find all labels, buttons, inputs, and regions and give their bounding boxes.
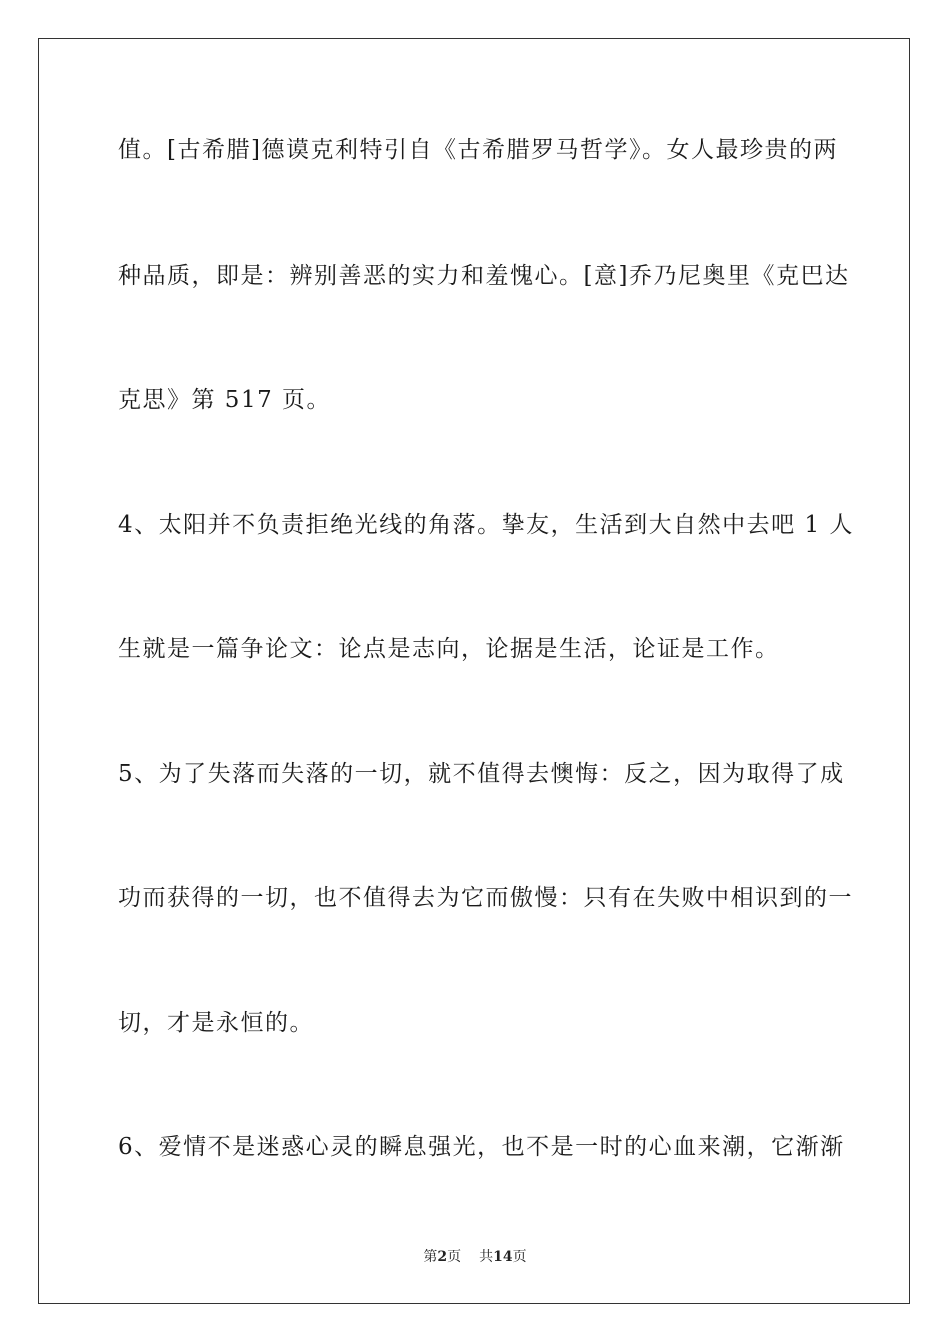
text-line: 值。[古希腊]德谟克利特引自《古希腊罗马哲学》。女人最珍贵的两 [118, 137, 838, 163]
text-line: 6、爱情不是迷惑心灵的瞬息强光，也不是一时的心血来潮，它渐渐 [118, 1134, 845, 1160]
text-line: 种品质，即是：辨别善恶的实力和羞愧心。[意]乔乃尼奥里《克巴达 [118, 263, 850, 289]
text-line: 生就是一篇争论文：论点是志向，论据是生活，论证是工作。 [118, 636, 780, 662]
current-page-number: 2 [437, 1249, 448, 1265]
total-pages-number: 14 [493, 1249, 513, 1265]
text-line: 切，才是永恒的。 [118, 1010, 314, 1036]
page-number-suffix: 页 [447, 1249, 462, 1265]
text-line: 5、为了失落而失落的一切，就不值得去懊悔：反之，因为取得了成 [118, 761, 845, 787]
page-number-prefix: 第 [423, 1249, 438, 1265]
page-border [38, 38, 910, 1304]
total-pages-prefix: 共 [479, 1249, 494, 1265]
text-line: 功而获得的一切，也不值得去为它而傲慢：只有在失败中相识到的一 [118, 885, 853, 911]
total-pages-suffix: 页 [512, 1249, 527, 1265]
text-line: 4、太阳并不负责拒绝光线的角落。挚友，生活到大自然中去吧 1 人 [118, 512, 854, 538]
text-line: 克思》第 517 页。 [118, 387, 332, 413]
page-footer [0, 1246, 950, 1266]
